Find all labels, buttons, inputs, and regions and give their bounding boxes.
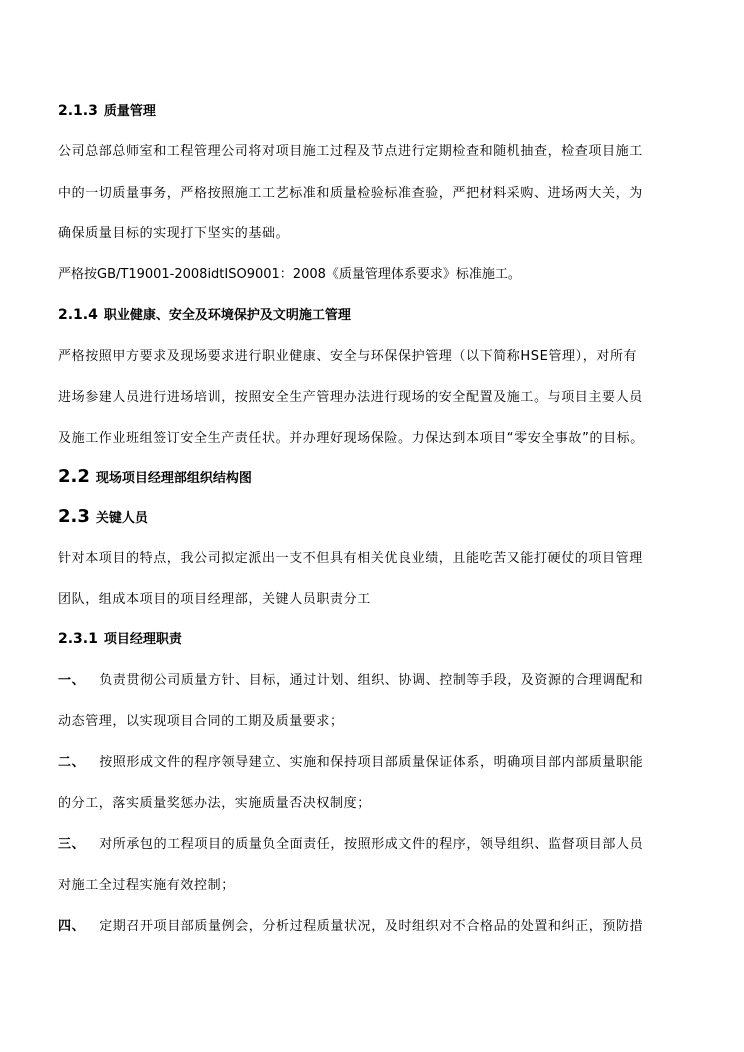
section-number: 2.2 (58, 466, 90, 487)
section-number: 2.3.1 (58, 631, 98, 647)
list-item-continuation: 对施工全过程实施有效控制； (58, 878, 235, 893)
list-item-number: 三、 (58, 837, 86, 852)
list-item-continuation: 的分工，落实质量奖惩办法，实施质量否决权制度； (58, 796, 371, 811)
list-item-text: 负责贯彻公司质量方针、目标，通过计划、组织、协调、控制等手段，及资源的合理调配和 (99, 673, 644, 688)
section-heading-2-1-3 (58, 100, 156, 119)
list-item-number: 二、 (58, 755, 86, 770)
section-heading-2-2 (58, 466, 252, 487)
list-item (58, 915, 698, 934)
paragraph-line: 进场参建人员进行进场培训，按照安全生产管理办法进行现场的安全配置及施工。与项目主要人员 (58, 390, 643, 405)
section-title: 质量管理 (103, 104, 156, 119)
section-heading-2-1-4 (58, 304, 351, 323)
paragraph-line: 公司总部总师室和工程管理公司将对项目施工过程及节点进行定期检查和随机抽查，检查项目施工 (58, 144, 643, 159)
list-item (58, 751, 698, 770)
paragraph-line: 团队，组成本项目的项目经理部，关键人员职责分工 (58, 592, 371, 607)
paragraph-line: 严格按照甲方要求及现场要求进行职业健康、安全与环保保护管理（以下简称HSE管理），对所有 (58, 349, 638, 364)
paragraph-line: 针对本项目的特点，我公司拟定派出一支不但具有相关优良业绩，且能吃苦又能打硬仗的项目管理 (58, 551, 643, 566)
list-item-continuation: 动态管理，以实现项目合同的工期及质量要求； (58, 714, 344, 729)
paragraph-line: 严格按GB/T19001-2008idtISO9001：2008《质量管理体系要求》标准施工。 (58, 267, 521, 282)
list-item (58, 833, 698, 852)
paragraph-line: 中的一切质量事务，严格按照施工工艺标准和质量检验标准查验，严把材料采购、进场两大关，为 (58, 186, 643, 201)
section-title: 项目经理职责 (103, 632, 182, 647)
list-item-text: 定期召开项目部质量例会，分析过程质量状况，及时组织对不合格品的处置和纠正，预防措 (99, 919, 644, 934)
section-heading-2-3-1 (58, 628, 182, 647)
section-number: 2.1.4 (58, 307, 98, 323)
section-heading-2-3 (58, 506, 148, 527)
list-item (58, 669, 698, 688)
paragraph-line: 及施工作业班组签订安全生产责任状。并办理好现场保险。力保达到本项目“零安全事故”的目标。 (58, 431, 644, 446)
section-number: 2.3 (58, 506, 90, 527)
paragraph-line: 确保质量目标的实现打下坚实的基础。 (58, 226, 290, 241)
list-item-text: 按照形成文件的程序领导建立、实施和保持项目部质量保证体系，明确项目部内部质量职能 (99, 755, 644, 770)
section-title: 关键人员 (95, 511, 148, 526)
list-item-number: 一、 (58, 673, 86, 688)
section-number: 2.1.3 (58, 103, 98, 119)
section-title: 现场项目经理部组织结构图 (95, 471, 252, 486)
list-item-text: 对所承包的工程项目的质量负全面责任，按照形成文件的程序，领导组织、监督项目部人员 (99, 837, 644, 852)
section-title: 职业健康、安全及环境保护及文明施工管理 (103, 308, 351, 323)
list-item-number: 四、 (58, 919, 86, 934)
